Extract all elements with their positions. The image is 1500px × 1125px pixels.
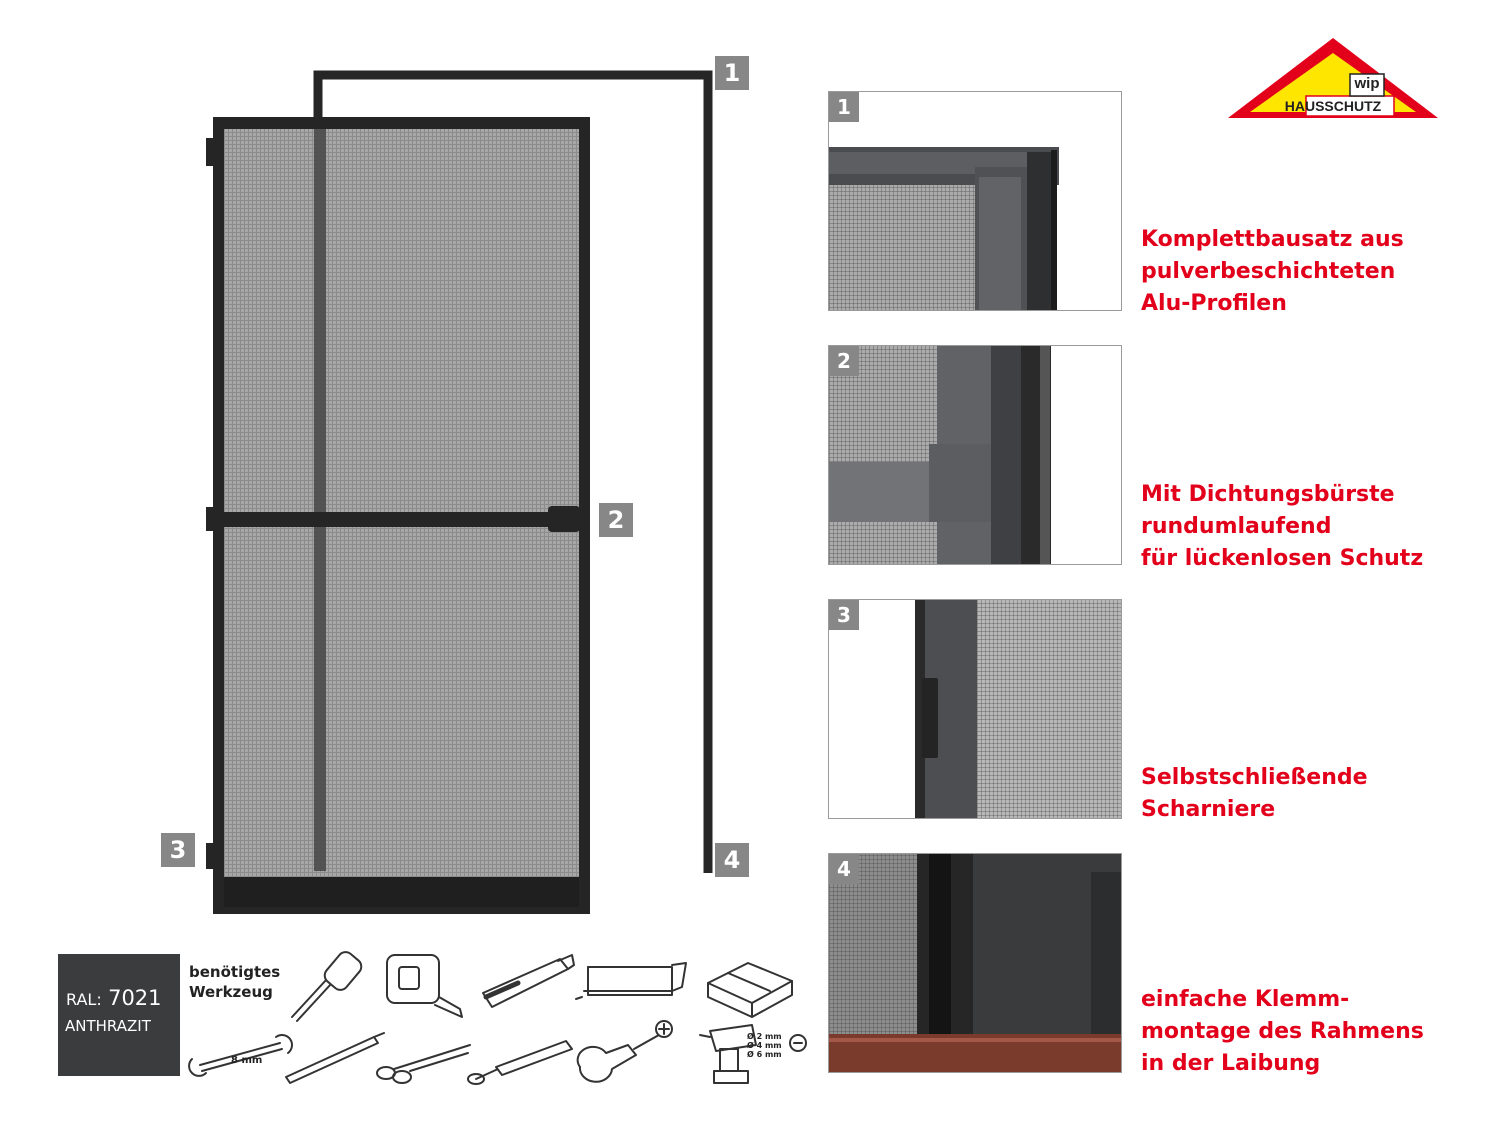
feature-caption-1: Komplettbausatz aus pulverbeschichteten Alu-Profilen [1141, 227, 1404, 316]
badge-1: 1 [715, 56, 749, 90]
badge-2: 2 [599, 503, 633, 537]
feature-caption-2: Mit Dichtungsbürste rundumlaufend für lückenlosen Schutz [1141, 482, 1424, 571]
feature-caption-4: einfache Klemm- montage des Rahmens in der Laibung [1141, 987, 1424, 1076]
tape-measure-icon [387, 955, 462, 1017]
brand-logo [1226, 36, 1440, 120]
detail-panel-1 [828, 91, 1122, 311]
screwdriver-icon [578, 1021, 672, 1082]
miter-box-icon [708, 963, 792, 1017]
ral-color-box [58, 954, 180, 1076]
door-crossbar [213, 512, 590, 527]
feature-caption-3: Selbstschließende Scharniere [1141, 765, 1368, 822]
drill-sizes-label: Ø 2 mm Ø 4 mm Ø 6 mm [747, 1032, 782, 1059]
detail-panel-4 [828, 853, 1122, 1073]
hinge-bottom [206, 843, 215, 869]
detail-panel-2 [828, 345, 1122, 565]
ral-label: RAL: [66, 990, 102, 1009]
pencil-icon [286, 1033, 384, 1083]
logo-brand-text: HAUSSCHUTZ [1284, 98, 1382, 114]
door-kick-panel [224, 877, 579, 907]
panel-2-badge: 2 [829, 346, 859, 376]
badge-4: 4 [715, 843, 749, 877]
cutter-knife-icon [483, 955, 574, 1007]
hacksaw-icon [576, 963, 686, 999]
panel-4-badge: 4 [829, 854, 859, 884]
ral-number: 7021 [108, 986, 162, 1010]
door-illustration [0, 0, 800, 940]
file-tool-icon [468, 1041, 572, 1084]
tools-label: benötigtes Werkzeug [189, 963, 281, 1001]
tools-illustration [180, 945, 820, 1085]
rubber-mallet-icon [292, 949, 365, 1021]
badge-3: 3 [161, 833, 195, 867]
wrench-size-label: 8 mm [231, 1055, 263, 1066]
ral-color-name: ANTHRAZIT [65, 1017, 151, 1035]
scissors-icon [377, 1045, 470, 1083]
detail-panel-3 [828, 599, 1122, 819]
screw-icon [790, 1035, 806, 1051]
panel-1-badge: 1 [829, 92, 859, 122]
logo-small-text: wip [1354, 75, 1380, 92]
hinge-top [206, 138, 215, 166]
hinge-middle [206, 507, 215, 531]
panel-3-badge: 3 [829, 600, 859, 630]
